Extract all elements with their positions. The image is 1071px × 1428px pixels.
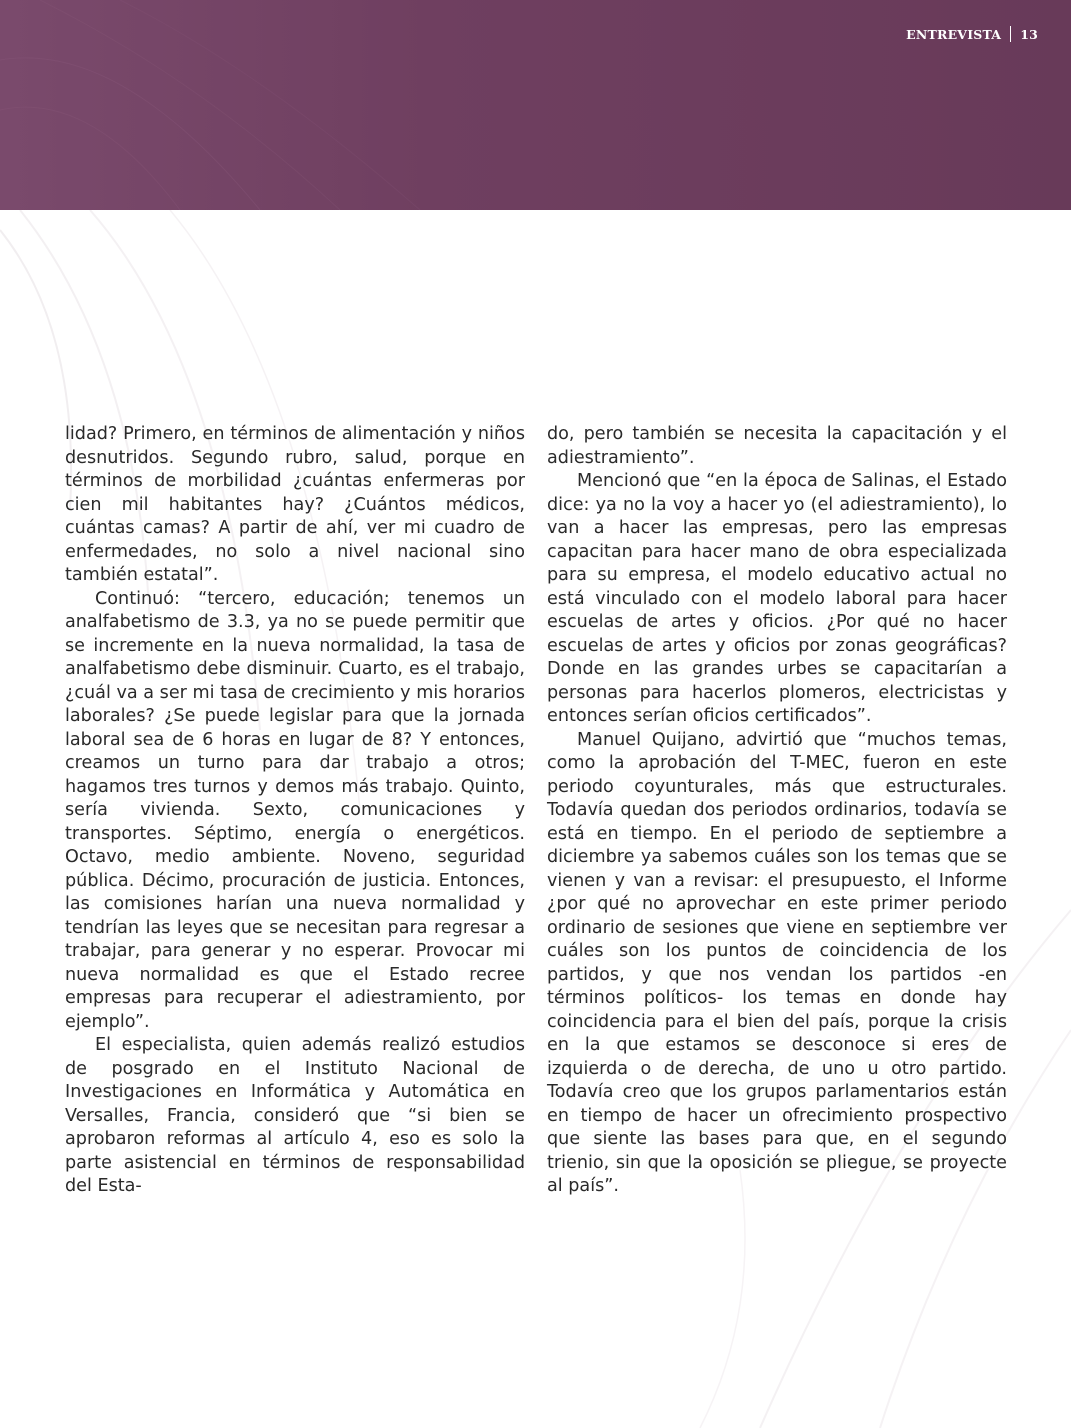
article-columns (65, 423, 1007, 1199)
paragraph: Continuó: “tercero, educación; tenemos un analfabetismo de 3.3, ya no se puede permitir que se incremente en la nueva normalidad, la tasa de analfabetismo debe disminuir. Cuarto, es el trabajo, ¿cuál va a ser mi tasa de crecimiento y mis horarios laborales? ¿Se puede legislar para que la jornada laboral sea de 6 horas en lugar de 8? Y entonces, creamos un turno para dar trabajo a otros; hagamos tres turnos y demos más trabajo. Quinto, sería vivienda. Sexto, comunicaciones y transportes. Séptimo, energía o energéticos. Octavo, medio ambiente. Noveno, seguridad pública. Décimo, procuración de justicia. Entonces, las comisiones harían una nueva normalidad y tendrían las leyes que se necesitan para regresar a trabajar, para generar y no esperar. Provocar mi nueva normalidad es que el Estado recree empresas para recuperar el adiestramiento, por ejemplo”. (65, 588, 525, 1032)
running-head (906, 26, 1038, 42)
page-number: 13 (1020, 26, 1038, 42)
left-column (65, 423, 525, 1199)
paragraph: lidad? Primero, en términos de alimentación y niños desnutridos. Segundo rubro, salud, porque en términos de morbilidad ¿cuántas enfermeras por cien mil habitantes hay? ¿Cuántos médicos, cuántas camas? A partir de ahí, ver mi cuadro de enfermedades, no solo a nivel nacional sino también estatal”. (65, 424, 525, 585)
paragraph: do, pero también se necesita la capacitación y el adiestramiento”. (547, 424, 1007, 468)
right-column (547, 423, 1007, 1199)
paragraph: El especialista, quien además realizó estudios de posgrado en el Instituto Nacional de Investigaciones en Informática y Automática en Versalles, Francia, consideró que “si bien se aprobaron reformas al artículo 4, eso es solo la parte asistencial en términos de responsabilidad del Esta- (65, 1035, 525, 1196)
paragraph: Mencionó que “en la época de Salinas, el Estado dice: ya no la voy a hacer yo (el adiestramiento), lo van a hacer las empresas, pero las empresas capacitan para hacer mano de obra especializada para su empresa, el modelo educativo actual no está vinculado con el modelo laboral para hacer escuelas de artes y oficios. ¿Por qué no hacer escuelas de artes y oficios por zonas geográficas? Donde en las grandes urbes se capacitarían a personas para hacerlos plomeros, electricistas y entonces serían oficios certificados”. (547, 471, 1007, 726)
section-label: ENTREVISTA (906, 26, 1002, 42)
header-separator (1010, 26, 1011, 42)
paragraph: Manuel Quijano, advirtió que “muchos temas, como la aprobación del T-MEC, fueron en este periodo coyunturales, más que estructurales. Todavía quedan dos periodos ordinarios, todavía se está en tiempo. En el periodo de septiembre a diciembre ya sabemos cuáles son los temas que se vienen y van a revisar: el presupuesto, el Informe ¿por qué no aprovechar en este primer periodo ordinario de sesiones que viene en septiembre ver cuáles son los puntos de coincidencia de los partidos, y que nos vendan los partidos -en términos políticos- los temas en donde hay coincidencia para el bien del país, porque la crisis en la que estamos se desconoce si eres de izquierda o de derecha, de uno u otro partido. Todavía creo que los grupos parlamentarios están en tiempo de hacer un ofrecimiento prospectivo que siente las bases para que, en el segundo trienio, sin que la oposición se pliegue, se proyecte al país”. (547, 729, 1007, 1196)
header-band (0, 0, 1071, 210)
